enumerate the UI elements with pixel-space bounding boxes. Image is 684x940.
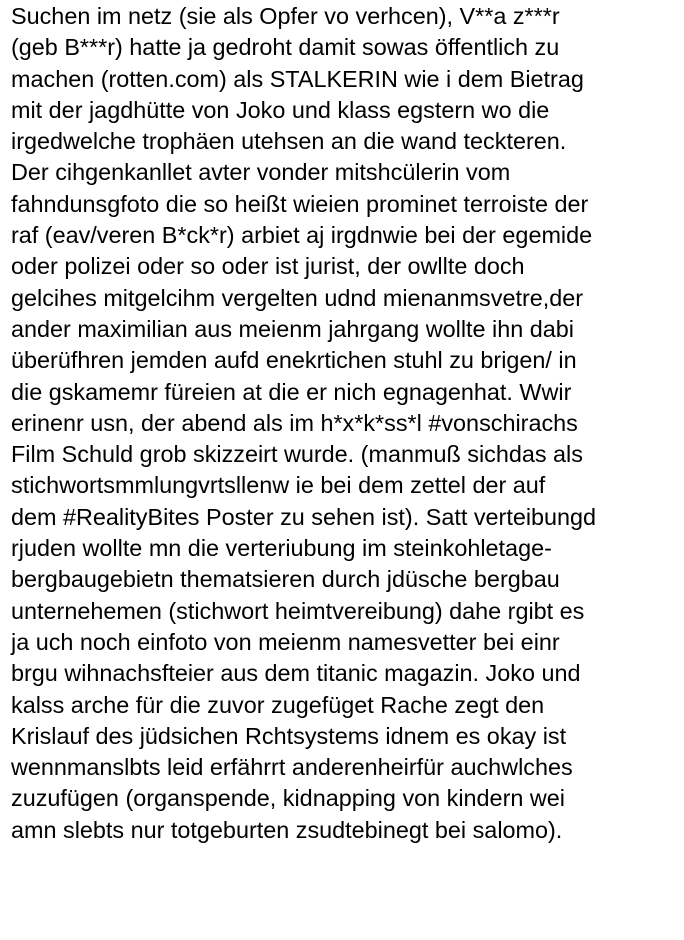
text-line: wennmanslbts leid erfährrt anderenheirfür auchwlches — [11, 754, 573, 781]
text-line: mit der jagdhütte von Joko und klass egstern wo die — [11, 96, 550, 123]
text-line: ander maximilian aus meienm jahrgang wollte ihn dabi — [11, 315, 574, 342]
paragraph — [11, 1, 684, 846]
text-line: oder polizei oder so oder ist jurist, der owllte doch — [11, 253, 525, 280]
text-line: raf (eav/veren B*ck*r) arbiet aj irgdnwie bei der egemide — [11, 222, 593, 249]
text-line: erinenr usn, der abend als im h*x*k*ss*l #vonschirachs — [11, 409, 578, 436]
text-line: rjuden wollte mn die verteriubung im steinkohletage- — [11, 535, 552, 562]
text-line: Krislauf des jüdsichen Rchtsystems idnem es okay ist — [11, 722, 567, 749]
text-line: machen (rotten.com) als STALKERIN wie i dem Bietrag — [11, 65, 584, 92]
text-line: unternehemen (stichwort heimtvereibung) dahe rgibt es — [11, 597, 585, 624]
text-line: überüfhren jemden aufd enekrtichen stuhl zu brigen/ in — [11, 347, 577, 374]
text-line: kalss arche für die zuvor zugefüget Rache zegt den — [11, 691, 545, 718]
text-line: brgu wihnachsfteier aus dem titanic magazin. Joko und — [11, 660, 581, 687]
text-line: dem #RealityBites Poster zu sehen ist). Satt verteibungd — [11, 503, 597, 530]
text-line: gelcihes mitgelcihm vergelten udnd mienanmsvetre,der — [11, 284, 584, 311]
text-line: (geb B***r) hatte ja gedroht damit sowas öffentlich zu — [11, 34, 560, 61]
text-line: fahndunsgfoto die so heißt wieien prominet terroiste der — [11, 190, 589, 217]
text-line: bergbaugebietn thematsieren durch jdüsche bergbau — [11, 566, 560, 593]
text-line: irgedwelche trophäen utehsen an die wand teckteren. — [11, 128, 567, 155]
text-line: die gskamemr füreien at die er nich egnagenhat. Wwir — [11, 378, 572, 405]
text-line: amn slebts nur totgeburten zsudtebinegt bei salomo). — [11, 816, 563, 843]
text-line: Der cihgenkanllet avter vonder mitshcülerin vom — [11, 159, 511, 186]
text-line: Film Schuld grob skizzeirt wurde. (manmuß sichdas als — [11, 441, 583, 468]
text-line: Suchen im netz (sie als Opfer vo verhcen), V**a z***r — [11, 3, 560, 29]
text-line: ja uch noch einfoto von meienm namesvetter bei einr — [11, 628, 560, 655]
text-line: zuzufügen (organspende, kidnapping von kindern wei — [11, 785, 565, 812]
text-line: stichwortsmmlungvrtsllenw ie bei dem zettel der auf — [11, 472, 546, 499]
